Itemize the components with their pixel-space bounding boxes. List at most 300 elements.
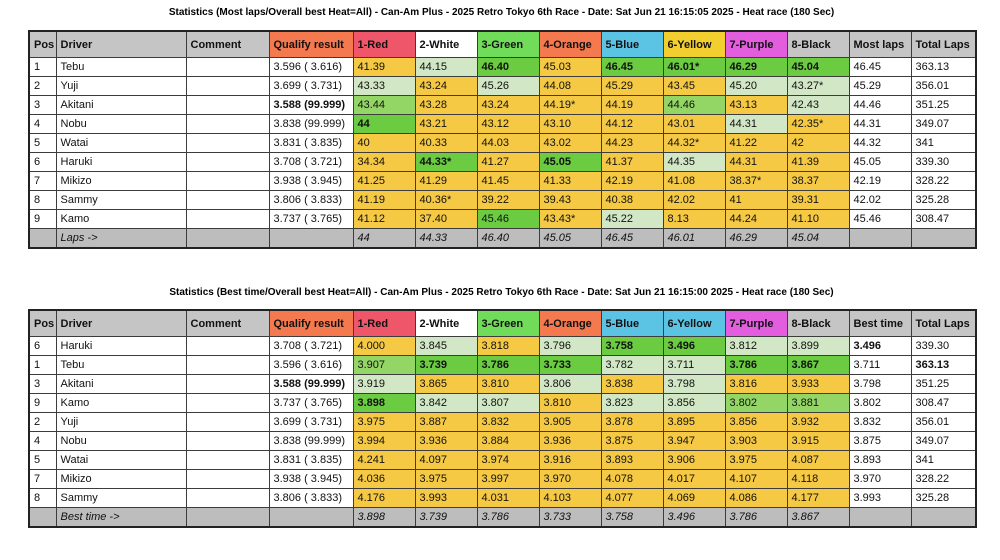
heat-cell-4-orange: 3.936 xyxy=(539,432,601,451)
header-row xyxy=(29,310,976,337)
heat-cell-5-blue: 3.878 xyxy=(601,413,663,432)
heat-cell-4-orange: 44.19* xyxy=(539,96,601,115)
total-laps-cell: 349.07 xyxy=(911,432,976,451)
qualify-cell: 3.699 ( 3.731) xyxy=(269,77,353,96)
total-laps-cell: 328.22 xyxy=(911,172,976,191)
comment-cell xyxy=(186,191,269,210)
driver-row-akitani xyxy=(29,375,976,394)
summary-row xyxy=(29,508,976,528)
driver-row-akitani xyxy=(29,96,976,115)
heat-cell-2-white: 3.993 xyxy=(415,489,477,508)
driver-row-mikizo xyxy=(29,470,976,489)
heat-cell-5-blue: 44.12 xyxy=(601,115,663,134)
heat-cell-8-black: 38.37 xyxy=(787,172,849,191)
total-laps-cell: 349.07 xyxy=(911,115,976,134)
summary-value-cell: 44.33 xyxy=(415,229,477,249)
best-time-cell: 3.970 xyxy=(849,470,911,489)
qualify-cell: 3.737 ( 3.765) xyxy=(269,394,353,413)
pos-cell: 2 xyxy=(29,77,56,96)
heat-cell-6-yellow: 44.46 xyxy=(663,96,725,115)
heat-cell-1-red: 3.919 xyxy=(353,375,415,394)
comment-cell xyxy=(186,432,269,451)
driver-cell: Watai xyxy=(56,451,186,470)
heat-cell-7-purple: 41.22 xyxy=(725,134,787,153)
col-header-5-blue: 5-Blue xyxy=(601,310,663,337)
heat-cell-1-red: 41.12 xyxy=(353,210,415,229)
pos-cell: 1 xyxy=(29,356,56,375)
summary-comment-cell xyxy=(186,229,269,249)
heat-cell-2-white: 44.15 xyxy=(415,58,477,77)
driver-row-mikizo xyxy=(29,172,976,191)
col-header-3-green: 3-Green xyxy=(477,310,539,337)
summary-value-cell: 46.01 xyxy=(663,229,725,249)
heat-cell-2-white: 44.33* xyxy=(415,153,477,172)
qualify-cell: 3.699 ( 3.731) xyxy=(269,413,353,432)
heat-cell-1-red: 3.898 xyxy=(353,394,415,413)
heat-cell-8-black: 3.932 xyxy=(787,413,849,432)
heat-cell-2-white: 43.24 xyxy=(415,77,477,96)
heat-cell-2-white: 3.936 xyxy=(415,432,477,451)
summary-qualify-cell xyxy=(269,508,353,528)
pos-cell: 1 xyxy=(29,58,56,77)
heat-cell-2-white: 43.28 xyxy=(415,96,477,115)
heat-cell-1-red: 4.241 xyxy=(353,451,415,470)
pos-cell: 6 xyxy=(29,153,56,172)
heat-cell-8-black: 42 xyxy=(787,134,849,153)
heat-cell-8-black: 41.10 xyxy=(787,210,849,229)
heat-cell-1-red: 4.036 xyxy=(353,470,415,489)
col-header-1-red: 1-Red xyxy=(353,310,415,337)
heat-cell-4-orange: 3.905 xyxy=(539,413,601,432)
heat-cell-4-orange: 43.02 xyxy=(539,134,601,153)
heat-cell-5-blue: 40.38 xyxy=(601,191,663,210)
heat-cell-6-yellow: 3.947 xyxy=(663,432,725,451)
driver-row-sammy xyxy=(29,489,976,508)
driver-cell: Mikizo xyxy=(56,172,186,191)
summary-total-cell xyxy=(911,508,976,528)
heat-cell-5-blue: 3.782 xyxy=(601,356,663,375)
pos-cell: 4 xyxy=(29,115,56,134)
summary-pos-cell xyxy=(29,508,56,528)
heat-cell-7-purple: 46.29 xyxy=(725,58,787,77)
total-laps-cell: 325.28 xyxy=(911,191,976,210)
heat-cell-5-blue: 4.078 xyxy=(601,470,663,489)
heat-cell-1-red: 3.994 xyxy=(353,432,415,451)
heat-cell-1-red: 3.907 xyxy=(353,356,415,375)
heat-cell-5-blue: 4.077 xyxy=(601,489,663,508)
driver-cell: Nobu xyxy=(56,115,186,134)
qualify-cell: 3.588 (99.999) xyxy=(269,375,353,394)
heat-cell-2-white: 41.29 xyxy=(415,172,477,191)
best-time-cell: 3.496 xyxy=(849,337,911,356)
col-header-total-laps: Total Laps xyxy=(911,31,976,58)
heat-cell-4-orange: 3.796 xyxy=(539,337,601,356)
heat-cell-3-green: 3.884 xyxy=(477,432,539,451)
heat-cell-8-black: 3.915 xyxy=(787,432,849,451)
col-header-2-white: 2-White xyxy=(415,310,477,337)
heat-cell-3-green: 39.22 xyxy=(477,191,539,210)
heat-cell-2-white: 3.845 xyxy=(415,337,477,356)
comment-cell xyxy=(186,470,269,489)
qualify-cell: 3.596 ( 3.616) xyxy=(269,58,353,77)
heat-cell-3-green: 3.810 xyxy=(477,375,539,394)
best-time-cell: 3.711 xyxy=(849,356,911,375)
total-laps-cell: 356.01 xyxy=(911,413,976,432)
total-laps-cell: 328.22 xyxy=(911,470,976,489)
col-header-total-laps: Total Laps xyxy=(911,310,976,337)
qualify-cell: 3.938 ( 3.945) xyxy=(269,172,353,191)
heat-cell-5-blue: 45.22 xyxy=(601,210,663,229)
driver-cell: Sammy xyxy=(56,191,186,210)
summary-value-cell: 3.496 xyxy=(663,508,725,528)
pos-cell: 3 xyxy=(29,375,56,394)
heat-cell-5-blue: 46.45 xyxy=(601,58,663,77)
heat-cell-6-yellow: 3.906 xyxy=(663,451,725,470)
heat-cell-6-yellow: 43.01 xyxy=(663,115,725,134)
summary-comment-cell xyxy=(186,508,269,528)
summary-value-cell: 46.45 xyxy=(601,229,663,249)
pos-cell: 5 xyxy=(29,134,56,153)
summary-value-cell: 3.733 xyxy=(539,508,601,528)
most-laps-cell: 44.32 xyxy=(849,134,911,153)
heat-cell-2-white: 4.097 xyxy=(415,451,477,470)
comment-cell xyxy=(186,115,269,134)
heat-cell-4-orange: 3.733 xyxy=(539,356,601,375)
col-header-8-black: 8-Black xyxy=(787,310,849,337)
summary-label-cell: Laps -> xyxy=(56,229,186,249)
heat-cell-3-green: 3.997 xyxy=(477,470,539,489)
heat-cell-7-purple: 3.786 xyxy=(725,356,787,375)
summary-total-cell xyxy=(911,229,976,249)
heat-cell-1-red: 3.975 xyxy=(353,413,415,432)
heat-cell-7-purple: 3.903 xyxy=(725,432,787,451)
driver-cell: Kamo xyxy=(56,210,186,229)
heat-cell-4-orange: 39.43 xyxy=(539,191,601,210)
summary-pos-cell xyxy=(29,229,56,249)
driver-cell: Tebu xyxy=(56,58,186,77)
col-header-driver: Driver xyxy=(56,31,186,58)
heat-cell-6-yellow: 44.32* xyxy=(663,134,725,153)
driver-row-yuji xyxy=(29,77,976,96)
total-laps-cell: 339.30 xyxy=(911,153,976,172)
heat-cell-5-blue: 45.29 xyxy=(601,77,663,96)
heat-cell-4-orange: 45.05 xyxy=(539,153,601,172)
summary-value-cell: 3.867 xyxy=(787,508,849,528)
stats-table-2 xyxy=(28,309,977,528)
heat-cell-4-orange: 3.916 xyxy=(539,451,601,470)
col-header-comment: Comment xyxy=(186,310,269,337)
heat-cell-4-orange: 43.43* xyxy=(539,210,601,229)
driver-cell: Akitani xyxy=(56,96,186,115)
heat-cell-3-green: 43.24 xyxy=(477,96,539,115)
total-laps-cell: 339.30 xyxy=(911,337,976,356)
qualify-cell: 3.596 ( 3.616) xyxy=(269,356,353,375)
driver-row-haruki xyxy=(29,337,976,356)
col-header-4-orange: 4-Orange xyxy=(539,310,601,337)
total-laps-cell: 341 xyxy=(911,451,976,470)
qualify-cell: 3.588 (99.999) xyxy=(269,96,353,115)
comment-cell xyxy=(186,153,269,172)
heat-cell-1-red: 4.000 xyxy=(353,337,415,356)
report-most-laps xyxy=(0,7,1000,249)
driver-row-haruki xyxy=(29,153,976,172)
col-header-qualify-result: Qualify result xyxy=(269,31,353,58)
heat-cell-6-yellow: 42.02 xyxy=(663,191,725,210)
heat-cell-2-white: 3.739 xyxy=(415,356,477,375)
col-header-pos: Pos xyxy=(29,310,56,337)
total-laps-cell: 363.13 xyxy=(911,58,976,77)
comment-cell xyxy=(186,489,269,508)
total-laps-cell: 308.47 xyxy=(911,394,976,413)
driver-row-watai xyxy=(29,451,976,470)
driver-cell: Yuji xyxy=(56,77,186,96)
qualify-cell: 3.806 ( 3.833) xyxy=(269,489,353,508)
qualify-cell: 3.938 ( 3.945) xyxy=(269,470,353,489)
heat-cell-5-blue: 3.758 xyxy=(601,337,663,356)
heat-cell-1-red: 40 xyxy=(353,134,415,153)
heat-cell-2-white: 3.842 xyxy=(415,394,477,413)
summary-value-cell: 3.758 xyxy=(601,508,663,528)
heat-cell-4-orange: 3.806 xyxy=(539,375,601,394)
heat-cell-8-black: 3.933 xyxy=(787,375,849,394)
heat-cell-8-black: 3.867 xyxy=(787,356,849,375)
summary-value-cell: 3.739 xyxy=(415,508,477,528)
heat-cell-1-red: 44 xyxy=(353,115,415,134)
heat-cell-2-white: 3.865 xyxy=(415,375,477,394)
col-header-2-white: 2-White xyxy=(415,31,477,58)
total-laps-cell: 351.25 xyxy=(911,96,976,115)
driver-row-tebu xyxy=(29,356,976,375)
heat-cell-7-purple: 43.13 xyxy=(725,96,787,115)
pos-cell: 2 xyxy=(29,413,56,432)
col-header-most-laps: Most laps xyxy=(849,31,911,58)
most-laps-cell: 42.02 xyxy=(849,191,911,210)
driver-row-kamo xyxy=(29,210,976,229)
pos-cell: 7 xyxy=(29,172,56,191)
most-laps-cell: 45.29 xyxy=(849,77,911,96)
summary-value-cell: 45.05 xyxy=(539,229,601,249)
most-laps-cell: 45.05 xyxy=(849,153,911,172)
most-laps-cell: 42.19 xyxy=(849,172,911,191)
summary-value-cell: 44 xyxy=(353,229,415,249)
heat-cell-5-blue: 41.37 xyxy=(601,153,663,172)
heat-cell-8-black: 42.43 xyxy=(787,96,849,115)
heat-cell-6-yellow: 3.496 xyxy=(663,337,725,356)
qualify-cell: 3.708 ( 3.721) xyxy=(269,337,353,356)
heat-cell-6-yellow: 3.895 xyxy=(663,413,725,432)
heat-cell-2-white: 40.36* xyxy=(415,191,477,210)
heat-cell-8-black: 4.177 xyxy=(787,489,849,508)
comment-cell xyxy=(186,96,269,115)
pos-cell: 3 xyxy=(29,96,56,115)
heat-cell-5-blue: 3.823 xyxy=(601,394,663,413)
qualify-cell: 3.838 (99.999) xyxy=(269,115,353,134)
comment-cell xyxy=(186,58,269,77)
report-best-time xyxy=(0,287,1000,528)
driver-row-sammy xyxy=(29,191,976,210)
heat-cell-6-yellow: 43.45 xyxy=(663,77,725,96)
col-header-6-yellow: 6-Yellow xyxy=(663,31,725,58)
heat-cell-8-black: 42.35* xyxy=(787,115,849,134)
total-laps-cell: 308.47 xyxy=(911,210,976,229)
heat-cell-3-green: 3.807 xyxy=(477,394,539,413)
heat-cell-5-blue: 42.19 xyxy=(601,172,663,191)
heat-cell-4-orange: 45.03 xyxy=(539,58,601,77)
heat-cell-4-orange: 43.10 xyxy=(539,115,601,134)
heat-cell-7-purple: 38.37* xyxy=(725,172,787,191)
heat-cell-8-black: 4.087 xyxy=(787,451,849,470)
heat-cell-3-green: 41.45 xyxy=(477,172,539,191)
comment-cell xyxy=(186,375,269,394)
heat-cell-7-purple: 41 xyxy=(725,191,787,210)
summary-result-cell xyxy=(849,508,911,528)
heat-cell-5-blue: 44.23 xyxy=(601,134,663,153)
qualify-cell: 3.737 ( 3.765) xyxy=(269,210,353,229)
heat-cell-7-purple: 44.24 xyxy=(725,210,787,229)
heat-cell-8-black: 4.118 xyxy=(787,470,849,489)
heat-cell-2-white: 43.21 xyxy=(415,115,477,134)
summary-value-cell: 46.40 xyxy=(477,229,539,249)
heat-cell-6-yellow: 44.35 xyxy=(663,153,725,172)
heat-cell-3-green: 45.26 xyxy=(477,77,539,96)
most-laps-cell: 46.45 xyxy=(849,58,911,77)
heat-cell-7-purple: 4.107 xyxy=(725,470,787,489)
driver-cell: Tebu xyxy=(56,356,186,375)
col-header-4-orange: 4-Orange xyxy=(539,31,601,58)
heat-cell-7-purple: 3.975 xyxy=(725,451,787,470)
total-laps-cell: 356.01 xyxy=(911,77,976,96)
driver-cell: Yuji xyxy=(56,413,186,432)
heat-cell-3-green: 43.12 xyxy=(477,115,539,134)
heat-cell-6-yellow: 4.069 xyxy=(663,489,725,508)
heat-cell-3-green: 44.03 xyxy=(477,134,539,153)
total-laps-cell: 325.28 xyxy=(911,489,976,508)
driver-cell: Watai xyxy=(56,134,186,153)
report-title-most-laps: Statistics (Most laps/Overall best Heat=All) - Can-Am Plus - 2025 Retro Tokyo 6th Race - Date: Sat Jun 21 16:15:05 2025 - Heat race (180 Sec) xyxy=(168,7,835,18)
col-header-best-time: Best time xyxy=(849,310,911,337)
driver-cell: Haruki xyxy=(56,337,186,356)
col-header-7-purple: 7-Purple xyxy=(725,310,787,337)
total-laps-cell: 363.13 xyxy=(911,356,976,375)
heat-cell-2-white: 37.40 xyxy=(415,210,477,229)
driver-cell: Nobu xyxy=(56,432,186,451)
summary-value-cell: 3.898 xyxy=(353,508,415,528)
comment-cell xyxy=(186,356,269,375)
heat-cell-7-purple: 44.31 xyxy=(725,153,787,172)
heat-cell-8-black: 41.39 xyxy=(787,153,849,172)
summary-result-cell xyxy=(849,229,911,249)
heat-cell-1-red: 41.25 xyxy=(353,172,415,191)
best-time-cell: 3.798 xyxy=(849,375,911,394)
heat-cell-6-yellow: 8.13 xyxy=(663,210,725,229)
best-time-cell: 3.875 xyxy=(849,432,911,451)
pos-cell: 8 xyxy=(29,191,56,210)
driver-row-tebu xyxy=(29,58,976,77)
best-time-cell: 3.993 xyxy=(849,489,911,508)
heat-cell-7-purple: 44.31 xyxy=(725,115,787,134)
col-header-5-blue: 5-Blue xyxy=(601,31,663,58)
pos-cell: 9 xyxy=(29,394,56,413)
pos-cell: 8 xyxy=(29,489,56,508)
heat-cell-8-black: 3.881 xyxy=(787,394,849,413)
driver-row-nobu xyxy=(29,432,976,451)
summary-qualify-cell xyxy=(269,229,353,249)
heat-cell-1-red: 43.33 xyxy=(353,77,415,96)
heat-cell-1-red: 43.44 xyxy=(353,96,415,115)
comment-cell xyxy=(186,413,269,432)
total-laps-cell: 351.25 xyxy=(911,375,976,394)
heat-cell-7-purple: 3.856 xyxy=(725,413,787,432)
driver-cell: Kamo xyxy=(56,394,186,413)
heat-cell-5-blue: 44.19 xyxy=(601,96,663,115)
heat-cell-1-red: 41.39 xyxy=(353,58,415,77)
pos-cell: 9 xyxy=(29,210,56,229)
heat-cell-4-orange: 4.103 xyxy=(539,489,601,508)
comment-cell xyxy=(186,172,269,191)
col-header-pos: Pos xyxy=(29,31,56,58)
comment-cell xyxy=(186,210,269,229)
heat-cell-4-orange: 3.970 xyxy=(539,470,601,489)
driver-cell: Mikizo xyxy=(56,470,186,489)
heat-cell-2-white: 3.975 xyxy=(415,470,477,489)
heat-cell-3-green: 46.40 xyxy=(477,58,539,77)
heat-cell-8-black: 3.899 xyxy=(787,337,849,356)
summary-value-cell: 3.786 xyxy=(725,508,787,528)
summary-label-cell: Best time -> xyxy=(56,508,186,528)
col-header-3-green: 3-Green xyxy=(477,31,539,58)
stats-table-1 xyxy=(28,30,977,249)
driver-cell: Sammy xyxy=(56,489,186,508)
heat-cell-6-yellow: 3.798 xyxy=(663,375,725,394)
col-header-qualify-result: Qualify result xyxy=(269,310,353,337)
best-time-cell: 3.802 xyxy=(849,394,911,413)
pos-cell: 4 xyxy=(29,432,56,451)
col-header-1-red: 1-Red xyxy=(353,31,415,58)
heat-cell-4-orange: 41.33 xyxy=(539,172,601,191)
best-time-cell: 3.832 xyxy=(849,413,911,432)
heat-cell-8-black: 39.31 xyxy=(787,191,849,210)
col-header-8-black: 8-Black xyxy=(787,31,849,58)
qualify-cell: 3.831 ( 3.835) xyxy=(269,134,353,153)
heat-cell-2-white: 3.887 xyxy=(415,413,477,432)
qualify-cell: 3.838 (99.999) xyxy=(269,432,353,451)
summary-row xyxy=(29,229,976,249)
heat-cell-1-red: 41.19 xyxy=(353,191,415,210)
heat-cell-3-green: 45.46 xyxy=(477,210,539,229)
pos-cell: 6 xyxy=(29,337,56,356)
heat-cell-7-purple: 45.20 xyxy=(725,77,787,96)
driver-cell: Haruki xyxy=(56,153,186,172)
heat-cell-6-yellow: 3.856 xyxy=(663,394,725,413)
most-laps-cell: 44.31 xyxy=(849,115,911,134)
qualify-cell: 3.708 ( 3.721) xyxy=(269,153,353,172)
qualify-cell: 3.806 ( 3.833) xyxy=(269,191,353,210)
heat-cell-7-purple: 3.812 xyxy=(725,337,787,356)
summary-value-cell: 46.29 xyxy=(725,229,787,249)
heat-cell-1-red: 4.176 xyxy=(353,489,415,508)
driver-cell: Akitani xyxy=(56,375,186,394)
heat-cell-6-yellow: 41.08 xyxy=(663,172,725,191)
col-header-7-purple: 7-Purple xyxy=(725,31,787,58)
driver-row-kamo xyxy=(29,394,976,413)
heat-cell-3-green: 3.818 xyxy=(477,337,539,356)
most-laps-cell: 45.46 xyxy=(849,210,911,229)
heat-cell-6-yellow: 3.711 xyxy=(663,356,725,375)
heat-cell-7-purple: 4.086 xyxy=(725,489,787,508)
heat-cell-6-yellow: 4.017 xyxy=(663,470,725,489)
comment-cell xyxy=(186,77,269,96)
report-title-best-time: Statistics (Best time/Overall best Heat=All) - Can-Am Plus - 2025 Retro Tokyo 6th Race - Date: Sat Jun 21 16:15:00 2025 - Heat race (180 Sec) xyxy=(169,287,834,298)
